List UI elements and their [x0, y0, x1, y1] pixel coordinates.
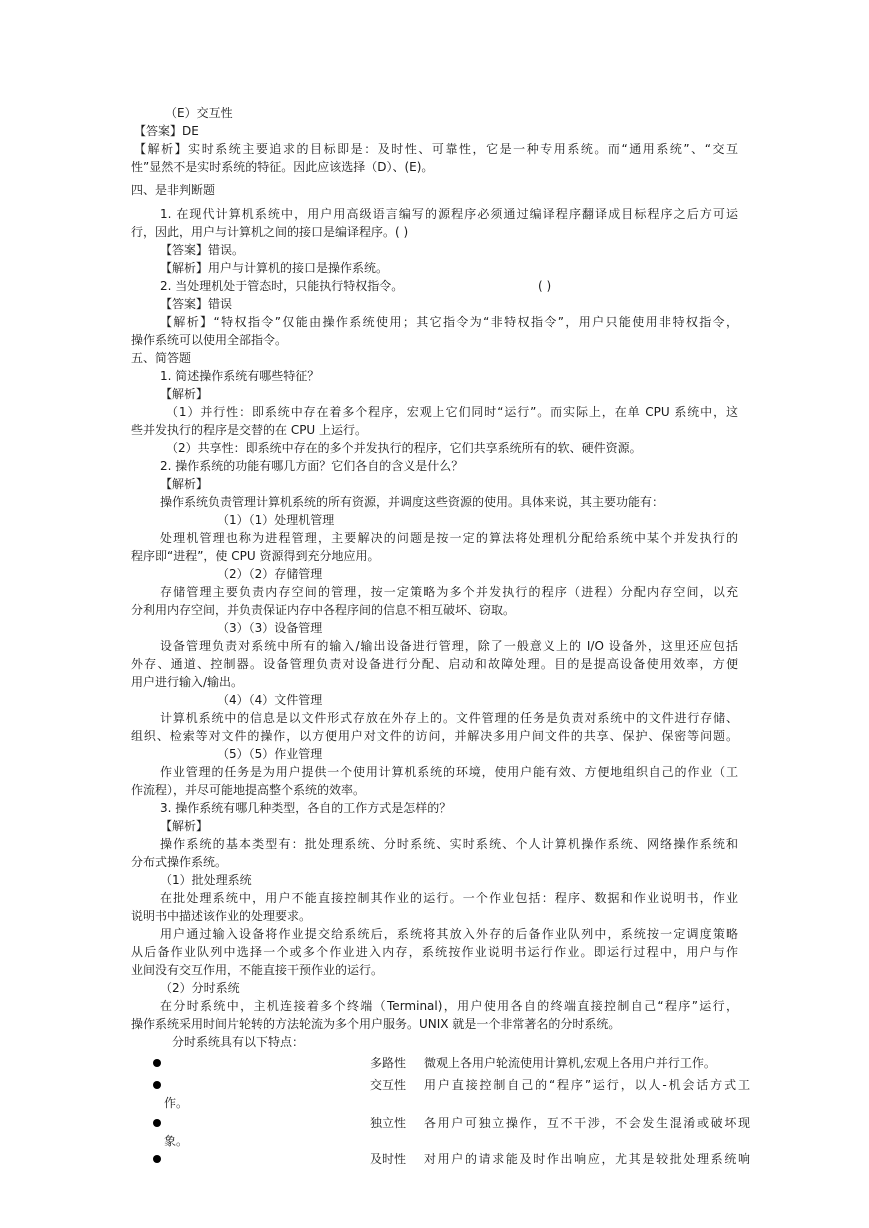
feature-3-desc: 各用户可独立操作，互不干涉，不会发生混淆或破坏现: [424, 1116, 750, 1130]
functions-intro: 操作系统负责管理计算机系统的所有资源，并调度这些资源的使用。具体来说，其主要功能有：: [160, 495, 665, 509]
analysis-a-line2: 性”显然不是实时系统的特征。因此应该选择（D）、(E)。: [131, 160, 434, 174]
question-1-line1: 1. 在现代计算机系统中，用户用高级语言编写的源程序必须通过编译程序翻译成目标程序之后方可运: [160, 207, 738, 221]
concurrency-line2: 些并发执行的程序是交替的在 CPU 上运行。: [131, 423, 368, 437]
short-question-1-analysis-label: 【解析】: [160, 387, 209, 401]
function-2-line2: 分利用内存空间，并负责保证内存中各程序间的信息不相互破坏、窃取。: [131, 603, 516, 617]
feature-4-desc: 对用户的请求能及时作出响应，尤其是较批处理系统响: [424, 1152, 750, 1166]
short-question-1: 1. 简述操作系统有哪些特征？: [160, 369, 320, 383]
function-4-heading: （4）（4）文件管理: [217, 693, 323, 707]
os-types-line1: 操作系统的基本类型有：批处理系统、分时系统、实时系统、个人计算机操作系统、网络操作系统和: [160, 837, 738, 851]
analysis-a-line1: 【解析】实时系统主要追求的目标即是：及时性、可靠性，它是一种专用系统。而“通用系统”、“交互: [134, 142, 738, 156]
batch-line3: 用户通过输入设备将作业提交给系统后，系统将其放入外存的后备作业队列中，系统按一定调度策略: [160, 927, 738, 941]
section-heading-4: 四、是非判断题: [131, 183, 216, 197]
sharing-line: （2）共享性：即系统中存在的多个并发执行的程序，它们共享系统所有的软、硬件资源。: [166, 441, 642, 455]
question-2-analysis-line2: 操作系统可以使用全部指令。: [131, 333, 288, 347]
timesharing-features-intro: 分时系统具有以下特点：: [172, 1035, 305, 1049]
question-2-analysis-line1: 【解析】“特权指令”仅能由操作系统使用；其它指令为“非特权指令”，用户只能使用非特权指令，: [160, 315, 738, 329]
function-5-heading: （5）（5）作业管理: [217, 747, 323, 761]
timesharing-heading: （2）分时系统: [160, 981, 240, 995]
feature-1-name: 多路性: [370, 1056, 407, 1070]
function-1-line1: 处理机管理也称为进程管理，主要解决的问题是按一定的算法将处理机分配给系统中某个并发执行的: [160, 531, 738, 545]
feature-2-name: 交互性: [370, 1078, 407, 1092]
concurrency-line1: （1）并行性：即系统中存在着多个程序，宏观上它们同时“运行”。而实际上，在单 CPU 系统中，这: [166, 405, 738, 419]
function-4-line1: 计算机系统中的信息是以文件形式存放在外存上的。文件管理的任务是负责对系统中的文件进行存储、: [160, 711, 738, 725]
function-5-line1: 作业管理的任务是为用户提供一个使用计算机系统的环境，使用户能有效、方便地组织自己的作业（工: [160, 765, 738, 779]
batch-line1: 在批处理系统中，用户不能直接控制其作业的运行。一个作业包括：程序、数据和作业说明书，作业: [160, 891, 738, 905]
function-1-heading: （1）（1）处理机管理: [217, 513, 335, 527]
short-question-2-analysis-label: 【解析】: [160, 477, 209, 491]
function-2-heading: （2）（2）存储管理: [217, 567, 323, 581]
function-3-heading: （3）（3）设备管理: [217, 621, 323, 635]
function-1-line2: 程序即“进程”，使 CPU 资源得到充分地应用。: [131, 549, 380, 563]
batch-line2: 说明书中描述该作业的处理要求。: [131, 909, 312, 923]
question-1-analysis: 【解析】用户与计算机的接口是操作系统。: [160, 261, 389, 275]
feature-1-desc: 微观上各用户轮流使用计算机,宏观上各用户并行工作。: [424, 1056, 716, 1070]
question-1-answer: 【答案】错误。: [160, 243, 245, 257]
timesharing-line1: 在分时系统中，主机连接着多个终端（Terminal)，用户使用各自的终端直接控制自己“程序”运行，: [160, 999, 738, 1013]
bullet-icon: [153, 1155, 161, 1163]
batch-line5: 业间没有交互作用，不能直接干预作业的运行。: [131, 963, 384, 977]
short-question-3-analysis-label: 【解析】: [160, 819, 209, 833]
function-5-line2: 作流程），并尽可能地提高整个系统的效率。: [131, 783, 366, 797]
question-2-answer: 【答案】错误: [160, 297, 233, 311]
answer-a: 【答案】DE: [134, 124, 199, 138]
feature-2-desc: 用户直接控制自己的“程序”运行，以人-机会话方式工: [424, 1078, 750, 1092]
os-types-line2: 分布式操作系统。: [131, 855, 228, 869]
function-3-line1: 设备管理负责对系统中所有的输入/输出设备进行管理，除了一般意义上的 I/O 设备外，这里还应包括: [160, 639, 738, 653]
function-2-line1: 存储管理主要负责内存空间的管理，按一定策略为多个并发执行的程序（进程）分配内存空间，以充: [160, 585, 738, 599]
option-e: （E）交互性: [165, 106, 233, 120]
function-4-line2: 组织、检索等对文件的操作，以方便用户对文件的访问，并解决多用户间文件的共享、保护、保密等问题。: [131, 729, 738, 743]
bullet-icon: [153, 1081, 161, 1089]
batch-heading: （1）批处理系统: [160, 873, 252, 887]
function-3-line2: 外存、通道、控制器。设备管理负责对设备进行分配、启动和故障处理。目的是提高设备使用效率，方便: [131, 657, 738, 671]
feature-3-continuation: 象。: [164, 1134, 189, 1148]
batch-line4: 从后备作业队列中选择一个或多个作业进入内存，系统按作业说明书运行作业。即运行过程中，用户与作: [131, 945, 738, 959]
feature-3-name: 独立性: [370, 1116, 407, 1130]
short-question-3: 3. 操作系统有哪几种类型，各自的工作方式是怎样的？: [160, 801, 452, 815]
section-heading-5: 五、简答题: [131, 351, 192, 365]
feature-2-continuation: 作。: [164, 1096, 189, 1110]
feature-4-name: 及时性: [370, 1152, 407, 1166]
question-2-blank: ( ): [538, 279, 552, 293]
short-question-2: 2. 操作系统的功能有哪几方面？它们各自的含义是什么？: [160, 459, 464, 473]
bullet-icon: [153, 1119, 161, 1127]
bullet-icon: [153, 1059, 161, 1067]
timesharing-line2: 操作系统采用时间片轮转的方法轮流为多个用户服务。UNIX 就是一个非常著名的分时系统。: [131, 1017, 621, 1031]
function-3-line3: 用户进行输入/输出。: [131, 675, 244, 689]
question-2: 2. 当处理机处于管态时，只能执行特权指令。: [160, 279, 404, 293]
question-1-line2: 行，因此，用户与计算机之间的接口是编译程序。( ): [131, 225, 409, 239]
